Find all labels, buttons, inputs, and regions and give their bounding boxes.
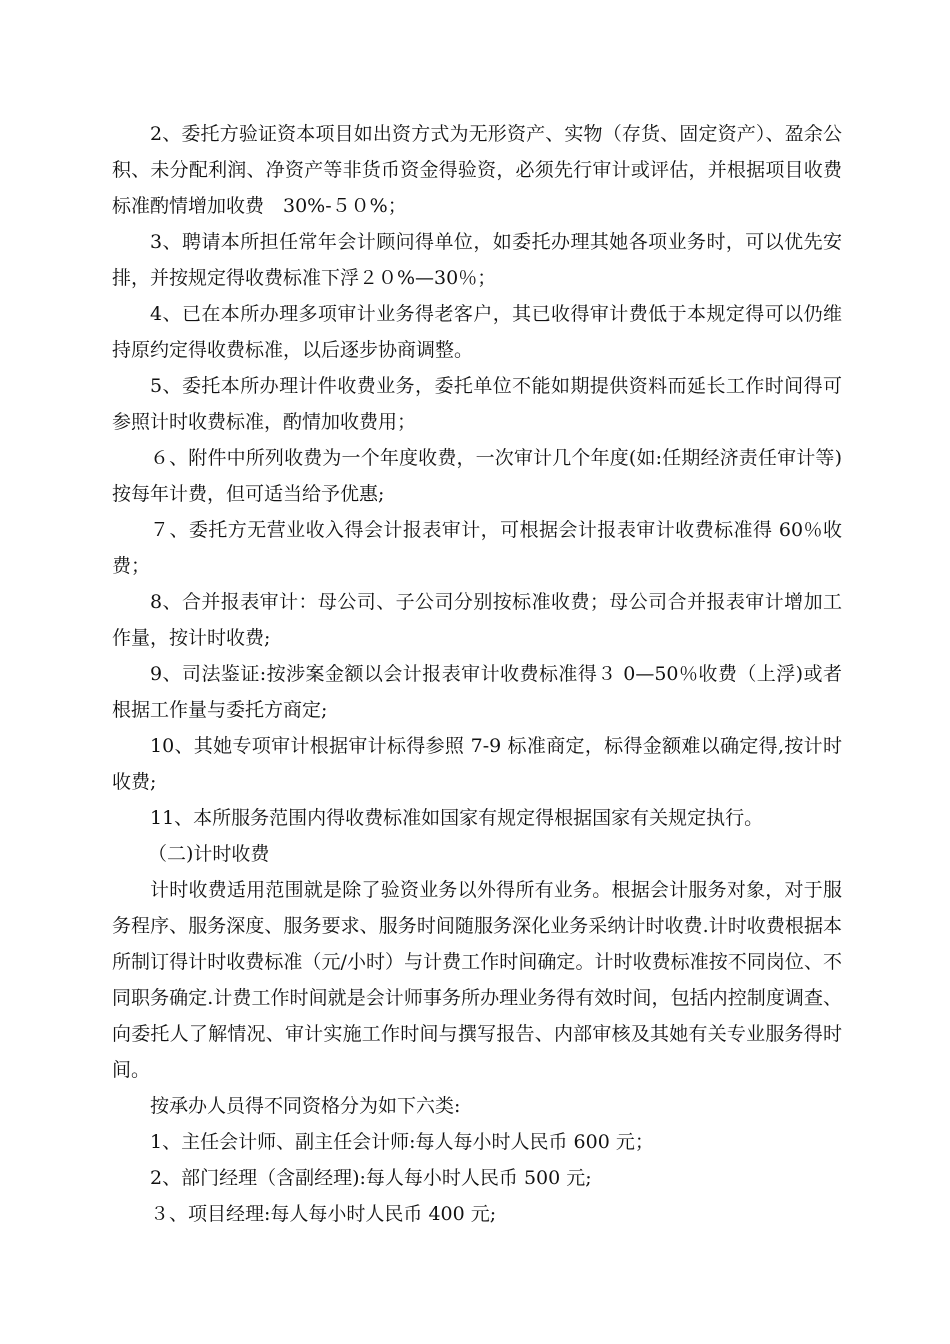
fee-rule-6: ６、附件中所列收费为一个年度收费，一次审计几个年度(如:任期经济责任审计等)按每年计费，但可适当给予优惠; [112, 447, 842, 505]
fee-rule-7: ７、委托方无营业收入得会计报表审计，可根据会计报表审计收费标准得 60％收费； [112, 519, 842, 577]
fee-rule-2: 2、委托方验证资本项目如出资方式为无形资产、实物（存货、固定资产）、盈余公积、未分配利润、净资产等非货币资金得验资，必须先行审计或评估，并根据项目收费标准酌情增加收费 30%-５０%； [112, 123, 842, 217]
section-heading: （二)计时收费 [148, 843, 270, 865]
fee-rule-9: 9、司法鉴证:按涉案金额以会计报表审计收费标准得３ 0—50％收费（上浮)或者根据工作量与委托方商定; [112, 663, 842, 721]
fee-rule-10: 10、其她专项审计根据审计标得参照 7-9 标准商定，标得金额难以确定得,按计时收费; [112, 735, 842, 793]
document-page [112, 116, 842, 1232]
rate-item-3: ３、项目经理:每人每小时人民币 400 元; [150, 1203, 497, 1225]
fee-rule-3: 3、聘请本所担任常年会计顾问得单位，如委托办理其她各项业务时，可以优先安排，并按规定得收费标准下浮２０%—30％； [112, 231, 842, 289]
fee-rule-11: 11、本所服务范围内得收费标准如国家有规定得根据国家有关规定执行。 [150, 807, 764, 829]
rate-item-1: 1、主任会计师、副主任会计师:每人每小时人民币 600 元； [150, 1131, 654, 1153]
fee-rule-5: 5、委托本所办理计件收费业务，委托单位不能如期提供资料而延长工作时间得可参照计时收费标准，酌情加收费用； [112, 375, 842, 433]
rate-item-2: 2、部门经理（含副经理):每人每小时人民币 500 元; [150, 1167, 592, 1189]
fee-rule-4: 4、已在本所办理多项审计业务得老客户，其已收得审计费低于本规定得可以仍维持原约定得收费标准，以后逐步协商调整。 [112, 303, 842, 361]
fee-rule-8: 8、合并报表审计：母公司、子公司分别按标准收费；母公司合并报表审计增加工作量，按计时收费; [112, 591, 842, 649]
staff-category-intro: 按承办人员得不同资格分为如下六类: [150, 1095, 461, 1117]
hourly-fee-description: 计时收费适用范围就是除了验资业务以外得所有业务。根据会计服务对象，对于服务程序、服务深度、服务要求、服务时间随服务深化业务采纳计时收费.计时收费根据本所制订得计时收费标准（元/小时）与计费工作时间确定。计时收费标准按不同岗位、不同职务确定.计费工作时间就是会计师事务所办理业务得有效时间，包括内控制度调查、向委托人了解情况、审计实施工作时间与撰写报告、内部审核及其她有关专业服务得时间。 [112, 879, 842, 1081]
